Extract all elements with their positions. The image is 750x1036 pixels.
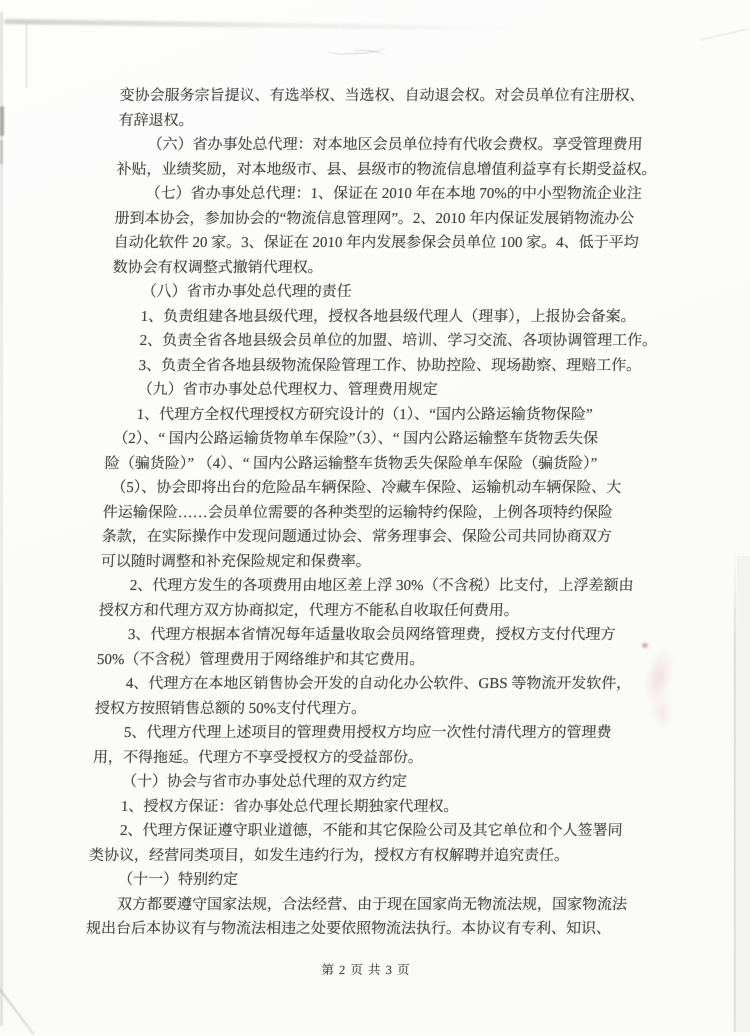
text-line: 双方都要遵守国家法规，合法经营、由于现在国家尚无物流法规，国家物流法	[116, 896, 628, 913]
text-line: 2、代理方发生的各项费用由地区差上浮 30%（不含税）比支付，上浮差额由	[129, 578, 634, 594]
text-line: 5、代理方代理上述项目的管理费用授权方均应一次性付清代理方的管理费	[123, 725, 612, 741]
scan-left-edge-mark	[0, 140, 3, 164]
text-line: 授权方按照销售总额的 50%支付代理方。	[94, 700, 367, 717]
red-stamp-bleedthrough	[639, 646, 678, 709]
paper-right-edge-shadow	[734, 548, 736, 1032]
text-line: （十一）特别约定	[117, 872, 239, 888]
text-line: 2、负责全省各地县级会员单位的加盟、培训、学习交流、各项协调管理工作。	[139, 333, 658, 349]
text-line: 册到本协会，参加协会的“物流信息管理网”。2、2010 年内保证发展销物流办公	[114, 210, 635, 227]
page-number-footer: 第 2 页 共 3 页	[321, 963, 411, 977]
text-line: 50%（不含税）管理费用于网络维护和其它费用。	[96, 651, 425, 668]
document-body	[85, 84, 668, 977]
text-line: 1、代理方全权代理授权方研究设计的（1）、“国内公路运输货物保险”	[136, 406, 593, 423]
text-line: 补贴，业绩奖励，对本地级市、县、县级市的物流信息增值利益享有长期受益权。	[116, 161, 657, 178]
text-line: 1、授权方保证：省办事处总代理长期独家代理权。	[120, 798, 459, 815]
text-line: 授权方和代理方双方协商拟定，代理方不能私自收取任何费用。	[98, 602, 520, 619]
paper-corner-crease	[26, 22, 27, 88]
text-line: 3、负责全省各地县级物流保险管理工作、协助控险、现场勘察、理赔工作。	[138, 357, 642, 374]
text-line: 类协议，经营同类项目，如发生违约行为，授权方有权解聘并追究责任。	[88, 847, 570, 864]
text-line: 自动化软件 20 家。3、保证在 2010 年内发展参保会员单位 100 家。4、低于平均	[113, 235, 639, 251]
red-stamp-bleedthrough	[650, 694, 675, 730]
text-line: 变协会服务宗旨提议、有选举权、当选权、自动退会权。对会员单位有注册权、	[119, 88, 645, 104]
text-line: 3、代理方根据本省情况每年适量收取会员网络管理费，授权方支付代理方	[127, 627, 616, 643]
text-line: （七）省办事处总代理：1、保证在 2010 年在本地 70%的中小型物流企业注	[145, 186, 643, 202]
text-line: 件运输保险……会员单位需要的各种类型的运输特约保险，上例各项特约保险	[102, 504, 614, 521]
paper-right-edge-band	[737, 556, 750, 1032]
text-line: （八）省市办事处总代理的责任	[141, 284, 352, 300]
text-line: 4、代理方在本地区销售协会开发的自动化办公软件、GBS 等物流开发软件，	[125, 676, 632, 692]
text-line: （5）、协会即将出台的危险品车辆保险、冷藏车保险、运输机动车辆保险、大	[110, 480, 622, 496]
text-line: 条款，在实际操作中发现问题通过协会、常务理事会、保险公司共同协商双方	[101, 529, 613, 545]
text-line: 数协会有权调整式撤销代理权。	[112, 259, 323, 276]
pencil-smudge	[352, 48, 385, 58]
paper-left-edge-shadow	[0, 12, 3, 1026]
text-line: （十）协会与省市办事处总代理的双方约定	[121, 774, 408, 790]
text-line: 可以随时调整和补充保险规定和保费率。	[100, 553, 372, 570]
document-lines	[86, 84, 668, 942]
text-line: （六）省办事处总代理：对本地区会员单位持有代收会费权。享受管理费用	[147, 137, 643, 153]
text-line: （九）省市办事处总代理权力、管理费用规定	[137, 382, 439, 398]
text-line: 1、负责组建各地县级代理，授权各地县级代理人（理事），上报协会备案。	[140, 308, 636, 325]
text-line: 2、代理方保证遵守职业道德，不能和其它保险公司及其它单位和个人签署同	[119, 823, 623, 839]
bottom-left-fold-line	[0, 978, 35, 1035]
pencil-smudge	[328, 42, 387, 56]
text-line: （2）、“ 国内公路运输货物单车保险”（3）、“ 国内公路运输整车货物丢失保	[112, 431, 599, 447]
text-line: 规出台后本协议有与物流法相违之处要依照物流法执行。本协议有专利、知识、	[85, 921, 612, 937]
text-line: 险（骗货险）” （4）、“ 国内公路运输整车货物丢失保险单车保险（骗货险）”	[104, 455, 598, 472]
text-line: 用，不得拖延。代理方不享受授权方的受益部份。	[92, 749, 424, 766]
paper-top-edge-shadow	[4, 19, 524, 31]
text-line: 有辞退权。	[118, 112, 194, 129]
scan-left-edge-mark	[0, 106, 4, 136]
pencil-smudge	[700, 29, 748, 47]
